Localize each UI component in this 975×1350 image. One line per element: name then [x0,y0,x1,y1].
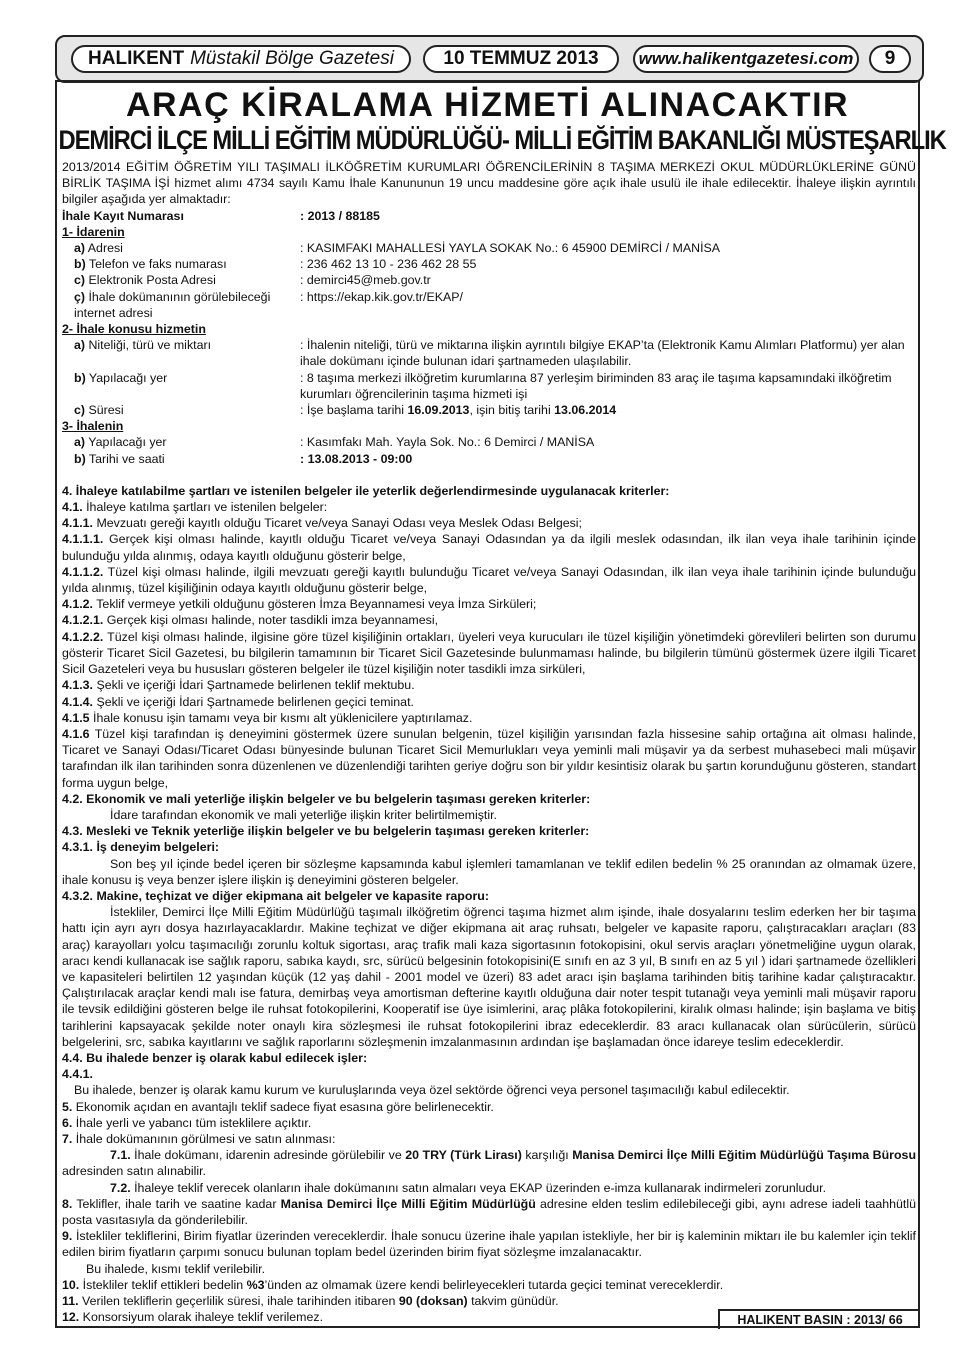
clause: Bu ihalede, kısmı teklif verilebilir. [86,1261,266,1276]
section44-heading: 4.4. Bu ihalede benzer iş olarak kabul edilecek işler: [62,1050,368,1065]
clause: 4.1.5 İhale konusu işin tamamı veya bir kısmı alt yüklenicilere yaptırılamaz. [62,710,473,725]
tender-number-value: : 2013 / 88185 [300,208,380,223]
clause: 5. Ekonomik açıdan en avantajlı teklif sadece fiyat esasına göre belirlenecektir. [62,1099,494,1114]
section441-text: Bu ihalede, benzer iş olarak kamu kurum ve kuruluşlarında veya özel sektörde öğrenci veya personel taşımacılığı kabul edilecektir. [74,1083,790,1098]
clause: 12. Konsorsiyum olarak ihaleye teklif verilemez. [62,1310,324,1325]
ekap-link[interactable]: : https://ekap.kik.gov.tr/EKAP/ [300,289,463,304]
paper-title-pill [71,45,411,73]
section42-text: İdare tarafından ekonomik ve mali yeterliğe ilişkin kriter belirtilmemiştir. [110,807,498,822]
section2-title: 2- İhale konusu hizmetin [62,322,206,337]
section43-heading: 4.3. Mesleki ve Teknik yeterliğe ilişkin belgeler ve bu belgelerin taşıması gereken kriterler: [62,824,590,839]
clause: 10. İstekliler teklif ettikleri bedelin %3’ünden az olmamak üzere kendi belirleyecekleri tutarda geçici teminat vereceklerdir. [62,1277,724,1292]
clause: 7. İhale dokümanının görülmesi ve satın alınması: [62,1131,336,1146]
clause: 6. İhale yerli ve yabancı tüm isteklilere açıktır. [62,1115,312,1130]
section4-heading: 4. İhaleye katılabilme şartları ve istenilen belgeler ile yeterlik değerlendirmesinde uygulanacak kriterler: [62,483,670,498]
section1-title: 1- İdarenin [62,224,125,239]
clause: 4.1.1. Mevzuatı gereği kayıtlı olduğu Ticaret ve/veya Sanayi Odası veya Meslek Odası Belgesi; [62,516,582,531]
footer-code: HALIKENT BASIN : 2013/ 66 [718,1309,920,1329]
announcement-body [62,159,916,1325]
section2-row: b) Yapılacağı yer : 8 taşıma merkezi ilköğretim kurumlarına 87 yerleşim biriminden 83 araç ile taşıma kapsamındaki ilköğretim kurumları öğrencilerinin taşıma hizmeti işi [74,370,892,401]
issue-date: 10 TEMMUZ 2013 [423,45,619,73]
intro-paragraph: 2013/2014 EĞİTİM ÖĞRETİM YILI TAŞIMALI İLKÖĞRETİM KURUMLARI ÖĞRENCİLERİNİN 8 TAŞIMA MERKEZİ OKUL MÜDÜRLÜKLERİNE GÜNÜ BİRLİK TAŞIMA İŞİ hizmet alımı 4734 sayılı Kamu İhale Kanununun 19 uncu maddesine göre açık ihale usulü ile ihale edilecektir. İhaleye ilişkin ayrıntılı bilgiler aşağıda yer almaktadır: [62,160,916,207]
website-link[interactable]: www.halikentgazetesi.com [633,45,859,73]
section432-heading: 4.3.2. Makine, teçhizat ve diğer ekipmana ait belgeler ve kapasite raporu: [62,888,489,903]
section441-heading: 4.4.1. [62,1067,94,1082]
section1-row: a) Adresi : KASIMFAKI MAHALLESİ YAYLA SOKAK No.: 6 45900 DEMİRCİ / MANİSA [74,241,721,256]
paper-tagline: Müstakil Bölge Gazetesi [190,48,394,69]
clause: 8. Teklifler, ihale tarih ve saatine kadar Manisa Demirci İlçe Milli Eğitim Müdürlüğü adresine elden teslim edilebileceği gibi, aynı adrese iadeli taahhütlü posta vasıtasıyla da gönderilebilir. [62,1196,916,1227]
tender-number-label: İhale Kayıt Numarası [62,208,184,223]
clause: 4.1.2.2. Tüzel kişi olması halinde, ilgisine göre tüzel kişiliğinin ortakları, üyeleri veya kurucuları ile tüzel kişiliğin yönetimdeki görevlileri belirten son durumu gösterir Ticaret Sicil Gazetesi, bu bilgilerin tamamının bir Ticaret Sicil Gazetesinde bulunmaması halinde, bu bilgilerin tümünü göstermek üzere ilgili Ticaret Sicil Gazeteleri veya bu hususları gösteren belgeler ile tüzel kişiliğin noter tasdikli imza sirküleri, [62,629,916,677]
section431-heading: 4.3.1. İş deneyim belgeleri: [62,840,220,855]
section431-text: Son beş yıl içinde bedel içeren bir sözleşme kapsamında kabul işlemleri tamamlanan ve teklif edilen bedelin % 25 oranından az olmamak üzere, ihale konusu iş veya benzer işlere ilişkin iş deneyimini gösteren belgeler. [62,856,916,887]
section3-row: b) Tarihi ve saati : 13.08.2013 - 09:00 [74,451,413,466]
section42-heading: 4.2. Ekonomik ve mali yeterliğe ilişkin belgeler ve bu belgelerin taşıması gereken kriterler: [62,791,591,806]
tender-number-row [62,208,916,224]
clause: 4.1.3. Şekli ve içeriği İdari Şartnamede belirlenen teklif mektubu. [62,678,415,693]
email-address[interactable]: : demirci45@meb.gov.tr [300,273,431,288]
headline: ARAÇ KİRALAMA HİZMETİ ALINACAKTIR [125,86,850,124]
page-header [55,35,924,83]
section1-row: c) Elektronik Posta Adresi : demirci45@meb.gov.tr [62,272,916,288]
section2-duration-row: c) Süresi : İşe başlama tarihi 16.09.2013, işin bitiş tarihi 13.06.2014 [74,403,617,418]
clause: 4.1. İhaleye katılma şartları ve istenilen belgeler: [62,500,328,515]
clause: 4.1.1.1. Gerçek kişi olması halinde, kayıtlı olduğu Ticaret ve/veya Sanayi Odasından ya da ilgili meslek odasından, ilk ilan veya ihale tarihinin içinde bulunduğu yılda alınmış, odaya kayıtlı olduğunu gösterir belge, [62,532,916,563]
clause: 4.1.4. Şekli ve içeriği İdari Şartnamede belirlenen geçici teminat. [62,694,414,709]
section3-row: a) Yapılacağı yer : Kasımfakı Mah. Yayla Sok. No.: 6 Demirci / MANİSA [74,435,595,450]
clause: 4.1.6 Tüzel kişi tarafından iş deneyimini göstermek üzere sunulan belgenin, tüzel kişiliğin yarısından fazla hissesine sahip ortağına ait olması halinde, Ticaret ve Sanayi Odası/Ticaret Odası bünyesinde bulunan Ticaret Sicil Memurlukları veya yeminli mali müşavir ya da serbest muhasebeci mali müşavir tarafından ilk ilan tarihinden sonra düzenlenen ve düzenlendiği tarihten geriye doğru son bir yıldır kesintisiz olarak bu şartın korunduğunu gösteren, standart forma uygun belge, [62,726,916,790]
section432-text: İstekliler, Demirci İlçe Milli Eğitim Müdürlüğü taşımalı ilköğretim öğrenci taşıma hizmet alım işinde, ihale dosyalarını teslim ederken her bir taşıma hattı için ayrı ayrı dosya hazırlayacaklardır. Makine teçhizat ve diğer ekipmana ait araç ruhsatı, belgeler ve kapasite raporu, çalıştıracakları araçları (83 araç) karayolları yolcu taşımacılığı zorunlu koltuk sigortası, araç trafik mali kaza sigortasının fotokopisini, okul servis araçları yönetmeliğine uygun olarak, aracı kendi kullanacak ise sağlık raporu, sabıka kaydı, src, sürücü belgesinin fotokopisini(E sınıfı en az 3 yıl, B sınıfı en az 5 yıl ) idari şartnamede özellikleri ve kapasiteleri belirtilen 12 yaşından küçük (12 yaş dahil - 2001 model ve üzeri) 83 adet aracı işin başlama tarihinden bitiş tarihine kadar çalıştıracaktır. Çalıştırılacak araçlar kendi malı ise fatura, demirbaş veya amortisman defterine kayıtlı olduğuna dair noter tespit tutanağı veya yeminli mali müşavir raporu ile tevsik edildiğini gösteren belge ile ruhsat fotokopilerini, Kooperatif ise üye isimlerini, araç plâka fotokopilerini, kiralık olması halinde; işin başlama ve bitiş tarihlerini kapsayacak şekilde noter onaylı kira sözleşmesi ile ruhsat fotokopilerini ibraz edeceklerdir. 83 aracı kullanacak olan sürücülerin, sürücü belgelerini, src, sabıka kayıtlarını ve sağlık raporlarını sözleşmenin imzalanmasının ardından işe başlamadan önce idareye teslim edeceklerdir. [62,905,916,1049]
clause: 9. İstekliler tekliflerini, Birim fiyatlar üzerinden vereceklerdir. İhale sonucu üzerine ihale yapılan istekliyle, her bir iş kaleminin miktarı ile bu kalemler için teklif edilen birim fiyatların çarpımı sonucu bulunan toplam bedel üzerinden birim fiyat sözleşme imzalanacaktır. [62,1229,916,1260]
section1-row: b) Telefon ve faks numarası : 236 462 13 10 - 236 462 28 55 [74,257,477,272]
section3-title: 3- İhalenin [62,419,124,434]
clause: 4.1.1.2. Tüzel kişi olması halinde, ilgili mevzuatı gereği kayıtlı bulunduğu Ticaret ve/veya Sanayi Odasından, ilk ilan veya ihale tarihinin içinde bulunduğu yılda alınmış, tüzel kişiliğinin odaya kayıtlı olduğunu gösterir belge, [62,564,916,596]
clause: 4.1.2.1. Gerçek kişi olması halinde, noter tasdikli imza beyannamesi, [62,613,439,628]
page-number: 9 [869,45,911,73]
clause: 7.2. İhaleye teklif verecek olanların ihale dokümanını satın almaları veya EKAP üzerinden e-imza kullanarak indirmeleri zorunludur. [110,1180,827,1195]
subheadline: DEMİRCİ İLÇE MİLLİ EĞİTİM MÜDÜRLÜĞÜ- MİLLİ EĞİTİM BAKANLIĞI MÜSTEŞARLIK [58,125,946,155]
paper-name: HALIKENT [88,48,185,69]
clause: 7.1. İhale dokümanı, idarenin adresinde görülebilir ve 20 TRY (Türk Lirası) karşılığı Manisa Demirci İlçe Milli Eğitim Müdürlüğü Taşıma Bürosu adresinden satın alınabilir. [62,1148,917,1179]
section2-row: a) Niteliği, türü ve miktarı : İhalenin niteliği, türü ve miktarına ilişkin ayrıntılı bilgiye EKAP’ta (Elektronik Kamu Alımları Platformu) yer alan ihale dokümanı içinde bulunan idari şartnameden ulaşılabilir. [74,338,905,369]
section1-row: ç) İhale dokümanının görülebileceği internet adresi : https://ekap.kik.gov.tr/EKAP/ [62,289,916,321]
clause: 4.1.2. Teklif vermeye yetkili olduğunu gösteren İmza Beyannamesi veya İmza Sirküleri; [62,597,537,612]
clause: 11. Verilen tekliflerin geçerlilik süresi, ihale tarihinden itibaren 90 (doksan) takvim günüdür. [62,1294,559,1309]
